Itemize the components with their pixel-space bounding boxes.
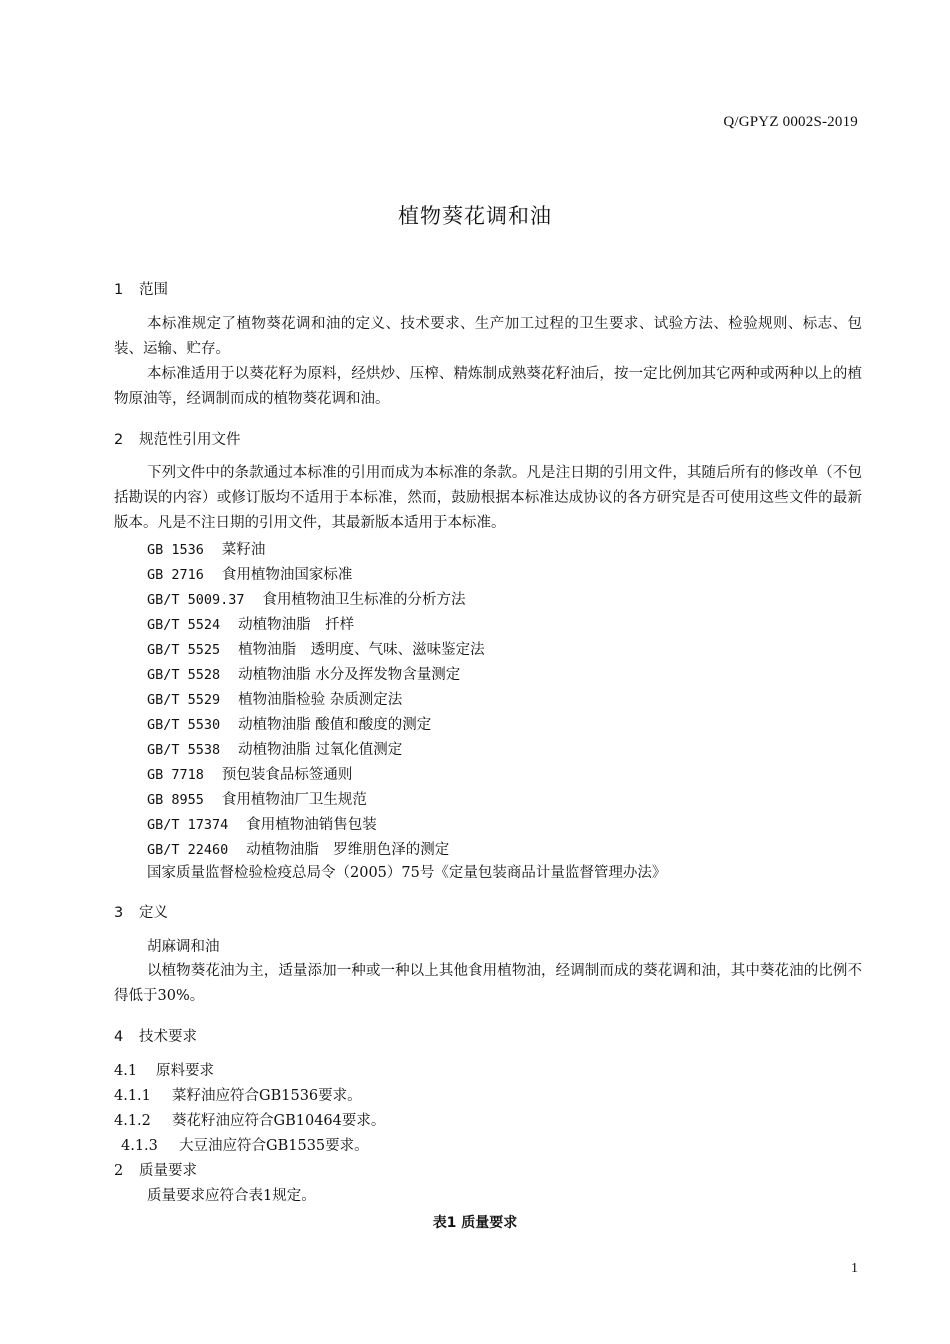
reference-item xyxy=(147,538,265,559)
section-number: 4 xyxy=(114,1029,124,1045)
quality-requirement-text: 质量要求应符合表1规定。 xyxy=(147,1188,316,1204)
reference-code: GB/T 5530 xyxy=(147,717,221,733)
section-title: 定义 xyxy=(139,905,168,921)
subsection-number: 4.1 xyxy=(114,1063,138,1079)
references-intro: 下列文件中的条款通过本标准的引用而成为本标准的条款。凡是注日期的引用文件，其随后所有的修改单（不包括勘误的内容）或修订版均不适用于本标准，然而，鼓励根据本标准达成协议的各方研究是否可使用这些文件的最新版本。凡是不注日期的引用文件，其最新版本适用于本标准。 xyxy=(114,465,862,531)
reference-item xyxy=(147,713,431,734)
page-number: 1 xyxy=(851,1261,858,1276)
reference-item xyxy=(147,563,352,584)
definition-text: 以植物葵花油为主，适量添加一种或一种以上其他食用植物油，经调制而成的葵花调和油，其中葵花油的比例不得低于30%。 xyxy=(114,963,862,1004)
item-number: 4.1.3 xyxy=(121,1138,158,1154)
reference-title: 植物油脂 透明度、气味、滋味鉴定法 xyxy=(238,642,485,658)
item-number: 4.1.1 xyxy=(114,1088,151,1104)
reference-title: 动植物油脂 水分及挥发物含量测定 xyxy=(238,667,461,683)
reference-item xyxy=(147,688,402,709)
reference-code: GB/T 5538 xyxy=(147,742,221,758)
section-number: 3 xyxy=(114,905,124,921)
reference-item xyxy=(147,813,377,834)
section-number: 1 xyxy=(114,282,124,298)
subsection-title: 原料要求 xyxy=(156,1063,214,1079)
table-caption: 表1 质量要求 xyxy=(432,1215,518,1231)
item-4-1-3 xyxy=(121,1134,369,1155)
reference-title: 植物油脂检验 杂质测定法 xyxy=(238,692,403,708)
section-title: 技术要求 xyxy=(139,1029,197,1045)
standard-code: Q/GPYZ 0002S-2019 xyxy=(723,114,858,130)
section-title: 范围 xyxy=(139,282,168,298)
reference-item xyxy=(147,763,352,784)
section-1-heading xyxy=(114,278,168,299)
subsection-number: 2 xyxy=(114,1163,124,1179)
reference-title: 动植物油脂 罗维朋色泽的测定 xyxy=(246,842,450,858)
definition-term: 胡麻调和油 xyxy=(147,939,220,955)
subsection-4-1 xyxy=(114,1059,214,1080)
document-title: 植物葵花调和油 xyxy=(398,204,552,228)
reference-title: 食用植物油销售包装 xyxy=(246,817,377,833)
reference-code: GB/T 5529 xyxy=(147,692,221,708)
item-number: 4.1.2 xyxy=(114,1113,151,1129)
reference-title: 预包装食品标签通则 xyxy=(221,767,353,783)
section-4-heading xyxy=(114,1025,197,1046)
section-3-heading xyxy=(114,901,168,922)
section-2-heading xyxy=(114,428,241,449)
reference-code: GB/T 17374 xyxy=(147,817,229,833)
reference-title: 菜籽油 xyxy=(221,542,266,558)
reference-item xyxy=(147,588,466,609)
reference-title: 食用植物油厂卫生规范 xyxy=(221,792,367,808)
reference-title: 动植物油脂 扦样 xyxy=(238,617,355,633)
reference-item xyxy=(147,738,402,759)
reference-code: GB/T 5528 xyxy=(147,667,221,683)
reference-title: 动植物油脂 酸值和酸度的测定 xyxy=(238,717,432,733)
item-text: 大豆油应符合GB1535要求。 xyxy=(179,1138,369,1154)
reference-code: GB/T 5525 xyxy=(147,642,221,658)
item-4-1-1 xyxy=(114,1084,362,1105)
reference-item xyxy=(147,788,367,809)
reference-code: GB/T 22460 xyxy=(147,842,229,858)
reference-item xyxy=(147,638,485,659)
reference-code: GB 2716 xyxy=(147,567,204,583)
reference-title: 食用植物油卫生标准的分析方法 xyxy=(262,592,466,608)
scope-paragraph-1: 本标准规定了植物葵花调和油的定义、技术要求、生产加工过程的卫生要求、试验方法、检验规则、标志、包装、运输、贮存。 xyxy=(114,316,862,357)
reference-code: GB 1536 xyxy=(147,542,204,558)
reference-item xyxy=(147,838,449,859)
subsection-quality xyxy=(114,1159,197,1180)
reference-title: 动植物油脂 过氧化值测定 xyxy=(238,742,403,758)
item-text: 菜籽油应符合GB1536要求。 xyxy=(172,1088,362,1104)
item-text: 葵花籽油应符合GB10464要求。 xyxy=(172,1113,386,1129)
reference-title: 食用植物油国家标准 xyxy=(221,567,353,583)
item-4-1-2 xyxy=(114,1109,385,1130)
section-title: 规范性引用文件 xyxy=(139,432,241,448)
reference-code: GB 7718 xyxy=(147,767,204,783)
reference-item xyxy=(147,663,460,684)
reference-code: GB/T 5524 xyxy=(147,617,221,633)
subsection-title: 质量要求 xyxy=(139,1163,197,1179)
section-number: 2 xyxy=(114,432,124,448)
reference-code: GB/T 5009.37 xyxy=(147,592,245,608)
decree-reference: 国家质量监督检验检疫总局令（2005）75号《定量包装商品计量监督管理办法》 xyxy=(147,865,667,881)
reference-item xyxy=(147,613,354,634)
reference-code: GB 8955 xyxy=(147,792,204,808)
scope-paragraph-2: 本标准适用于以葵花籽为原料，经烘炒、压榨、精炼制成熟葵花籽油后，按一定比例加其它两种或两种以上的植物原油等，经调制而成的植物葵花调和油。 xyxy=(114,366,862,407)
